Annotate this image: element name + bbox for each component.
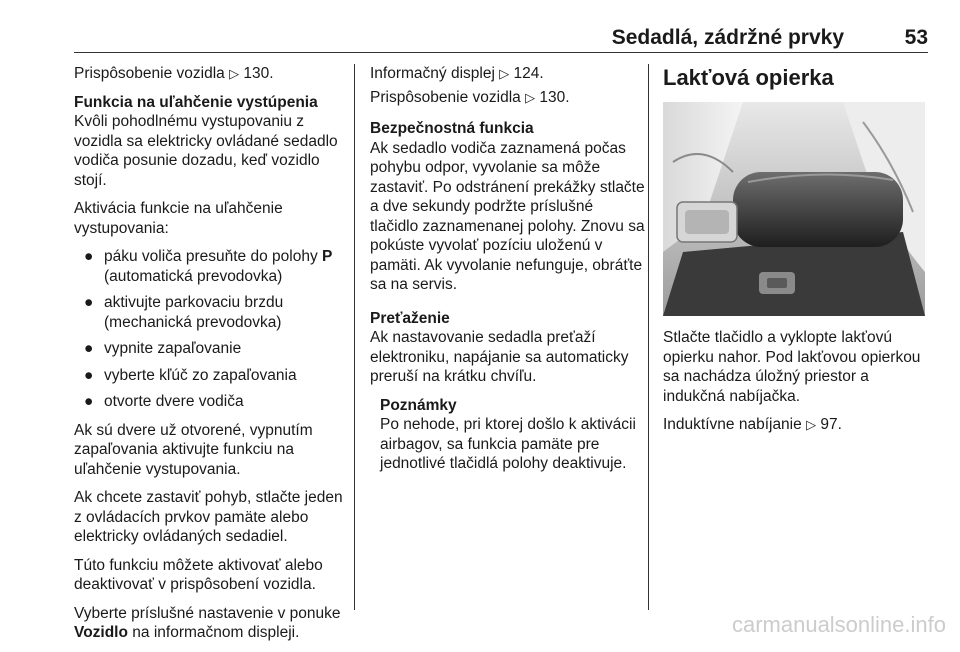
- column-divider: [648, 64, 649, 610]
- text: Prispôsobenie vozidla: [74, 65, 225, 82]
- watermark: carmanualsonline.info: [731, 612, 946, 637]
- column-left: [74, 64, 346, 652]
- paragraph: Túto funkciu môžete aktivovať alebo deaktivovať v prispôsobení vozidla.: [74, 556, 323, 593]
- section-heading: Lakťová opierka: [663, 65, 834, 90]
- armrest-photo: [663, 102, 925, 316]
- note-title: Poznámky: [380, 396, 457, 414]
- menu-name: Vozidlo: [74, 624, 128, 641]
- section-title: Sedadlá, zádržné prvky: [611, 26, 844, 49]
- paragraph: [74, 64, 346, 84]
- paragraph: Induktívne nabíjanie ▷ 97.: [663, 416, 842, 433]
- note-box: [370, 396, 645, 474]
- bullet-icon: ●: [84, 294, 94, 311]
- paragraph: Informačný displej ▷ 124.: [370, 65, 544, 82]
- cross-reference-icon: ▷: [499, 66, 510, 81]
- paragraph: Stlačte tlačidlo a vyklopte lakťovú opierku nahor. Pod lakťovou opierkou sa nachádza úložný priestor a indukčná nabíjačka.: [663, 329, 921, 405]
- page-reference[interactable]: 130.: [243, 65, 274, 82]
- cross-reference-icon: ▷: [806, 417, 817, 432]
- bullet-icon: ●: [84, 248, 94, 265]
- page-reference[interactable]: 97.: [820, 416, 842, 433]
- paragraph: Ak sú dvere už otvorené, vypnutím zapaľovania aktivujte funkciu na uľahčenie vystupovania.: [74, 421, 313, 478]
- list-item: ● vypnite zapaľovanie: [84, 340, 242, 357]
- subheading: Funkcia na uľahčenie vystúpenia: [74, 93, 318, 111]
- subheading: Bezpečnostná funkcia: [370, 120, 534, 137]
- paragraph: Aktivácia funkcie na uľahčenie vystupovania:: [74, 200, 283, 237]
- paragraph: Kvôli pohodlnému vystupovaniu z vozidla sa elektricky ovládané sedadlo vodiča posunie dozadu, keď vozidlo stojí.: [74, 113, 338, 189]
- note-text: Po nehode, pri ktorej došlo k aktivácii airbagov, sa funkcia pamäte pre jednotlivé tlačidlá polohy deaktivuje.: [380, 416, 636, 472]
- subheading: Preťaženie: [370, 309, 450, 327]
- paragraph: Ak nastavovanie sedadla preťaží elektroniku, napájanie sa automaticky preruší na krátku chvíľu.: [370, 329, 629, 385]
- list-item: ● aktivujte parkovaciu brzdu (mechanická prevodovka): [84, 294, 284, 331]
- page-reference[interactable]: 124.: [513, 65, 544, 82]
- paragraph: Ak chcete zastaviť pohyb, stlačte jeden z ovládacích prvkov pamäte alebo elektricky ovládaných sedadiel.: [74, 489, 343, 545]
- page-header: [74, 26, 928, 53]
- bullet-icon: ●: [84, 340, 94, 357]
- paragraph: Vyberte príslušné nastavenie v ponuke Vozidlo na informačnom displeji.: [74, 604, 341, 641]
- bullet-list: [74, 247, 346, 412]
- paragraph: Prispôsobenie vozidla ▷ 130.: [370, 88, 570, 106]
- list-item: ● vyberte kľúč zo zapaľovania: [84, 366, 297, 384]
- cross-reference-icon: ▷: [229, 66, 240, 81]
- list-item: ● otvorte dvere vodiča: [84, 393, 244, 410]
- page-number: 53: [904, 26, 928, 49]
- bullet-icon: ●: [84, 393, 94, 410]
- bullet-icon: ●: [84, 366, 94, 384]
- column-divider: [354, 64, 355, 610]
- list-item: ● páku voliča presuňte do polohy P (automatická prevodovka): [84, 248, 333, 285]
- page-reference[interactable]: 130.: [539, 88, 570, 106]
- cross-reference-icon: ▷: [525, 89, 536, 105]
- paragraph: Ak sedadlo vodiča zaznamená počas pohybu odpor, vyvolanie sa môže zastaviť. Po odstránení prekážky stlačte a dve sekundy podržte príslušné tlačidlo zaznamenanej polohy. Znovu sa pokúste vyvolať pozíciu uloženú v pamäti. Ak vyvolanie nefunguje, obráťte sa na servis.: [370, 139, 645, 293]
- column-middle: [370, 64, 645, 483]
- column-right: [663, 64, 931, 444]
